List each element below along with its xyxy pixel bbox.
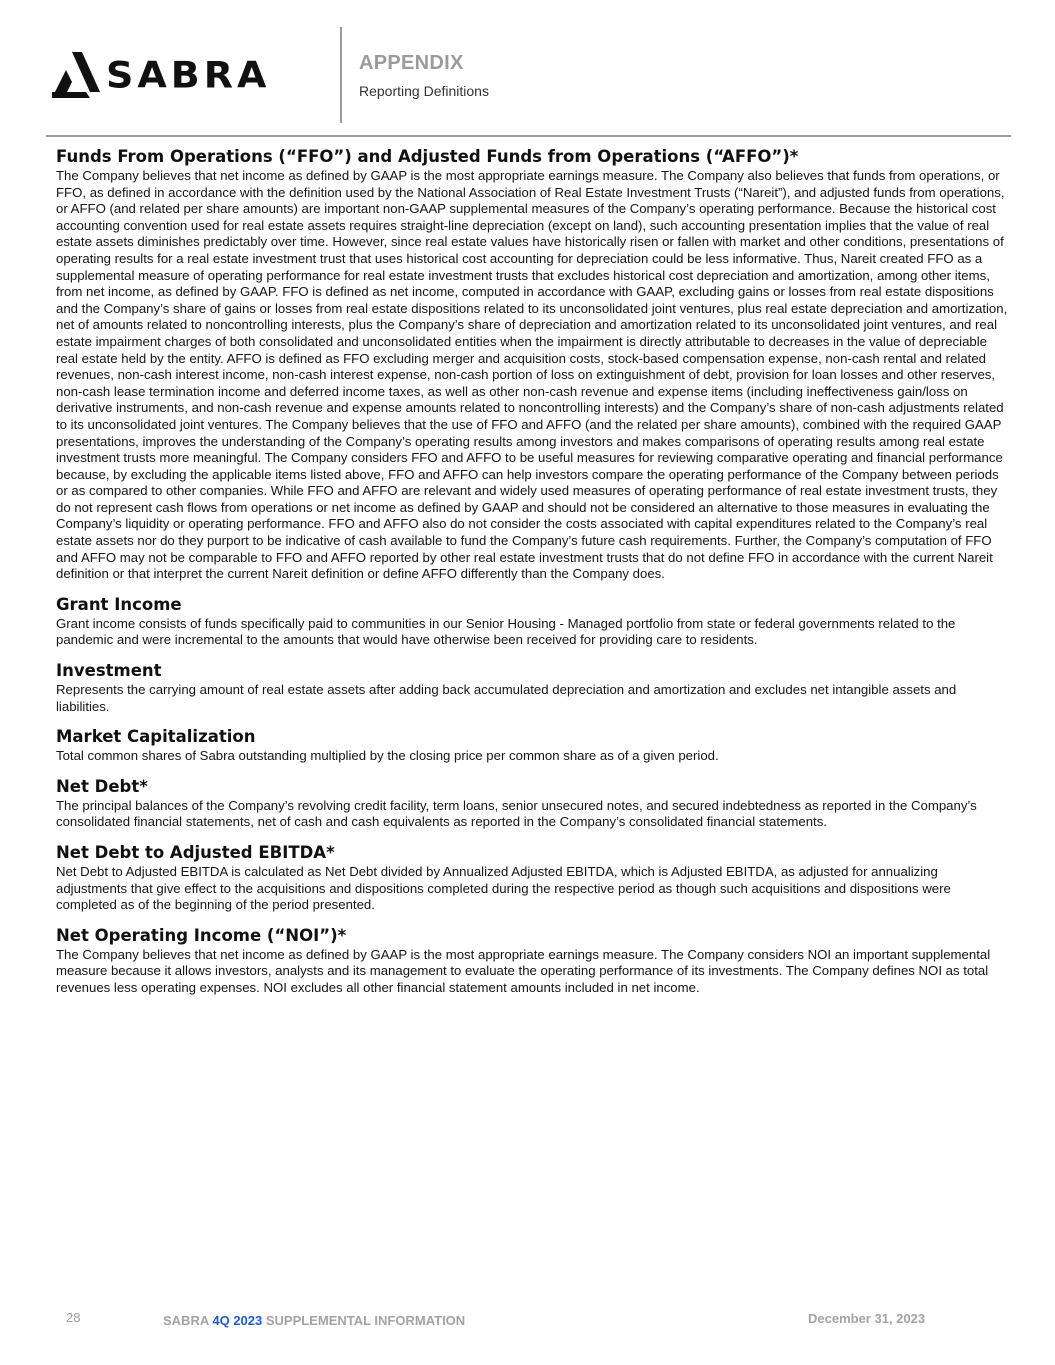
definition-body: The Company believes that net income as defined by GAAP is the most appropriate earnings measure. The Company also believes that funds from operations, or FFO, as defined in accordance with the definition used by the National Association of Real Estate Investment Trusts (“Nareit”), and adjusted funds from operations, or AFFO (and related per share amounts) are important non-GAAP supplemental measures of the Company’s operating performance. Because the historical cost accounting convention used for real estate assets requires straight-line depreciation (except on land), such accounting presentation implies that the value of real estate assets diminishes predictably over time. However, since real estate values have historically risen or fallen with market and other conditions, presentations of operating results for a real estate investment trust that uses historical cost accounting for depreciation could be less informative. Thus, Nareit created FFO as a supplemental measure of operating performance for real estate investment trusts that excludes historical cost depreciation and amortization, among other items, from net income, as defined by GAAP. FFO is defined as net income, computed in accordance with GAAP, excluding gains or losses from real estate dispositions and the Company’s share of gains or losses from real estate dispositions related to its unconsolidated joint ventures, plus real estate depreciation and amortization, net of amounts related to noncontrolling interests, plus the Company’s share of depreciation and amortization related to its unconsolidated joint ventures, and real estate impairment charges of both consolidated and unconsolidated entities when the impairment is directly attributable to decreases in the value of depreciable real estate held by the entity. AFFO is defined as FFO excluding merger and acquisition costs, stock-based compensation expense, non-cash rental and related revenues, non-cash interest income, non-cash interest expense, non-cash portion of loss on extinguishment of debt, provision for loan losses and other reserves, non-cash lease termination income and deferred income taxes, as well as other non-cash revenue and expense items (including ineffectiveness gain/loss on derivative instruments, and non-cash revenue and expense amounts related to noncontrolling interests) and the Company’s share of non-cash adjustments related to its unconsolidated joint ventures. The Company believes that the use of FFO and AFFO (and the related per share amounts), combined with the required GAAP presentations, improves the understanding of the Company’s operating results among investors and makes comparisons of operating results among real estate investment trusts more meaningful. The Company considers FFO and AFFO to be useful measures for reviewing comparative operating and financial performance because, by excluding the applicable items listed above, FFO and AFFO can help investors compare the operating performance of the Company between periods or as compared to other companies. While FFO and AFFO are relevant and widely used measures of operating performance of real estate investment trusts, they do not represent cash flows from operations or net income as defined by GAAP and should not be considered an alternative to those measures in evaluating the Company’s liquidity or operating performance. FFO and AFFO also do not consider the costs associated with capital expenditures related to the Company’s real estate assets nor do they purport to be indicative of cash available to fund the Company’s future cash requirements. Further, the Company’s computation of FFO and AFFO may not be comparable to FFO and AFFO reported by other real estate investment trusts that do not define FFO in accordance with the current Nareit definition or that interpret the current Nareit definition or define AFFO differently than the Company does.: [56, 168, 1008, 582]
page-header: [0, 0, 1055, 136]
definition-investment: [56, 660, 1008, 715]
definition-net-debt-to-adjusted-ebitda: [56, 842, 1008, 914]
page-number: 28: [66, 1310, 81, 1325]
definition-ffo-affo: [56, 146, 1008, 583]
footer-doc-period: 4Q 2023: [212, 1313, 263, 1328]
definition-market-capitalization: [56, 726, 1008, 765]
definition-title: Net Operating Income (“NOI”)*: [56, 925, 347, 945]
definition-body: Net Debt to Adjusted EBITDA is calculated as Net Debt divided by Annualized Adjusted EBITDA, which is Adjusted EBITDA, as adjusted for annualizing adjustments that give effect to the acquisitions and dispositions completed during the respective period as though such acquisitions and dispositions were completed as of the beginning of the period presented.: [56, 864, 951, 913]
definition-title: Market Capitalization: [56, 727, 256, 747]
definition-title: Funds From Operations (“FFO”) and Adjusted Funds from Operations (“AFFO”)*: [56, 147, 799, 166]
definition-title: Net Debt*: [56, 776, 148, 796]
definition-noi: [56, 925, 1008, 997]
definition-body: Grant income consists of funds specifically paid to communities in our Senior Housing - Managed portfolio from state or federal governments related to the pandemic and were incremental to the amounts that would have otherwise been received for providing care to residents.: [56, 615, 956, 648]
definition-body: The Company believes that net income as defined by GAAP is the most appropriate earnings measure. The Company considers NOI an important supplemental measure because it allows investors, analysts and its management to evaluate the operating performance of its investments. The Company defines NOI as total revenues less operating expenses. NOI excludes all other financial statement amounts included in net income.: [56, 946, 991, 995]
section-subtitle: Reporting Definitions: [359, 83, 489, 99]
header-divider: [340, 27, 342, 123]
section-title: APPENDIX: [359, 52, 464, 74]
footer-date: December 31, 2023: [808, 1311, 926, 1326]
definition-grant-income: [56, 594, 1008, 649]
page-footer: [0, 1300, 1055, 1340]
footer-doc-prefix: SABRA: [163, 1313, 213, 1328]
definition-body: The principal balances of the Company’s revolving credit facility, term loans, senior unsecured notes, and secured indebtedness as reported in the Company’s consolidated financial statements, net of cash and cash equivalents as reported in the Company’s consolidated financial statements.: [56, 797, 977, 830]
footer-doc-suffix: SUPPLEMENTAL INFORMATION: [262, 1313, 466, 1328]
logo-wordmark: SABRA: [106, 54, 271, 96]
sabra-logo-mark-icon: [52, 52, 100, 98]
definition-body: Total common shares of Sabra outstanding multiplied by the closing price per common share as of a given period.: [56, 748, 719, 764]
definition-body: Represents the carrying amount of real estate assets after adding back accumulated depreciation and amortization and excludes net intangible assets and liabilities.: [56, 682, 957, 714]
sabra-logo: [52, 52, 270, 98]
footer-document-title: [163, 1313, 465, 1328]
definition-net-debt: [56, 776, 1008, 831]
definitions-list: [56, 146, 1008, 1008]
header-rule: [46, 135, 1011, 137]
definition-title: Net Debt to Adjusted EBITDA*: [56, 843, 335, 862]
definition-title: Grant Income: [56, 594, 182, 614]
definition-title: Investment: [56, 661, 162, 681]
